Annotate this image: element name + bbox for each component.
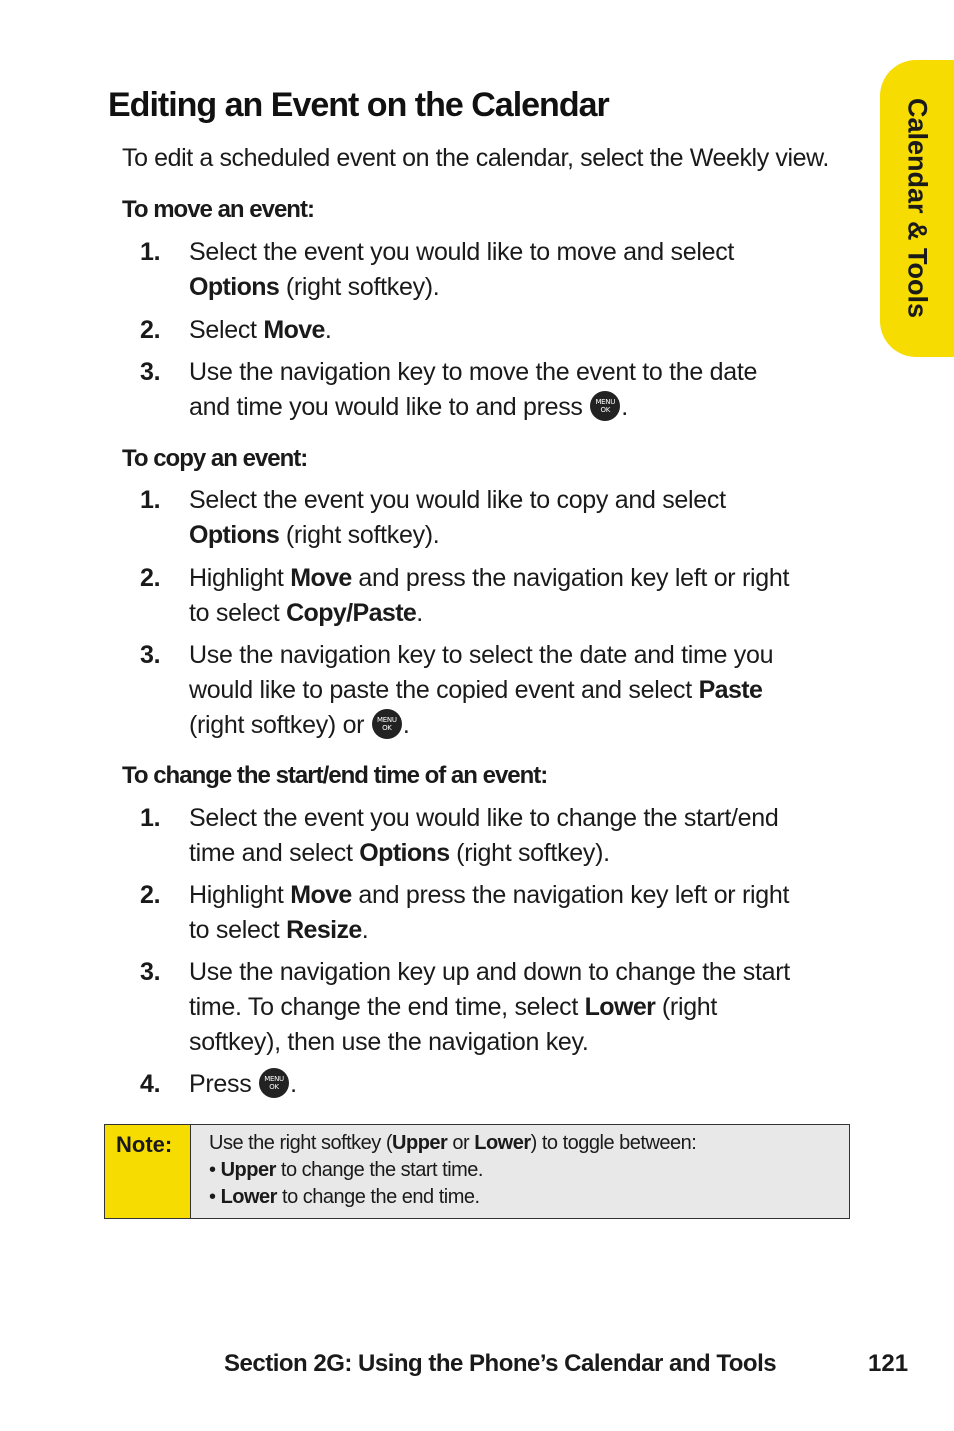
step-text: and press the navigation key left or right bbox=[351, 881, 790, 909]
step-text: Select bbox=[189, 316, 264, 344]
upper-term: Upper bbox=[392, 1132, 448, 1154]
step-text: Use the navigation key to move the event to the date bbox=[189, 358, 758, 386]
step-text: time and select bbox=[189, 839, 360, 867]
step-number: 2. bbox=[140, 881, 161, 909]
note-label: Note: bbox=[105, 1125, 191, 1218]
step-number: 1. bbox=[140, 804, 161, 832]
lower-term: Lower bbox=[584, 993, 656, 1021]
step-text: to select bbox=[189, 599, 287, 627]
step-number: 3. bbox=[140, 641, 161, 669]
step-text: and time you would like to and press bbox=[189, 393, 590, 421]
note-bullet-upper: • Upper to change the start time. bbox=[209, 1159, 483, 1181]
note-box bbox=[104, 1124, 850, 1219]
change-step-1 bbox=[140, 801, 860, 871]
copy-paste-term: Copy/Paste bbox=[286, 599, 417, 627]
step-number: 1. bbox=[140, 486, 161, 514]
step-text: (right softkey). bbox=[279, 273, 440, 301]
step-text: Highlight bbox=[189, 881, 291, 909]
step-text: . bbox=[290, 1070, 297, 1098]
step-text: . bbox=[324, 316, 332, 344]
step-text: Press bbox=[189, 1070, 259, 1098]
step-text: softkey), then use the navigation key. bbox=[189, 1028, 589, 1056]
step-text: . bbox=[361, 916, 369, 944]
paste-term: Paste bbox=[698, 676, 763, 704]
step-text: would like to paste the copied event and select bbox=[189, 676, 699, 704]
move-term: Move bbox=[290, 881, 352, 909]
copy-step-1 bbox=[140, 483, 860, 553]
footer-section-title: Section 2G: Using the Phone’s Calendar and Tools bbox=[224, 1350, 777, 1377]
page-number: 121 bbox=[868, 1350, 909, 1377]
step-number: 3. bbox=[140, 958, 161, 986]
resize-term: Resize bbox=[286, 916, 362, 944]
copy-step-3 bbox=[140, 638, 860, 743]
move-step-3 bbox=[140, 355, 860, 425]
change-step-4 bbox=[140, 1067, 860, 1102]
note-bullet-lower: • Lower to change the end time. bbox=[209, 1186, 480, 1208]
note-text: Use the right softkey (Upper or Lower) to toggle between: • Upper to change the start time. • Lower to change the end time. bbox=[209, 1130, 696, 1211]
step-text: . bbox=[416, 599, 423, 627]
change-step-3 bbox=[140, 955, 860, 1060]
lower-term: Lower bbox=[474, 1132, 531, 1154]
step-number: 2. bbox=[140, 316, 161, 344]
move-step-1 bbox=[140, 235, 860, 305]
step-number: 1. bbox=[140, 238, 161, 266]
options-term: Options bbox=[359, 839, 450, 867]
copy-step-2 bbox=[140, 561, 860, 631]
step-text: . bbox=[621, 393, 628, 421]
menu-ok-key-icon: MENU OK bbox=[372, 709, 402, 739]
step-text: Select the event you would like to copy and select bbox=[189, 486, 726, 514]
change-step-2 bbox=[140, 878, 860, 948]
step-text: and press the navigation key left or right bbox=[351, 564, 790, 592]
page-title: Editing an Event on the Calendar bbox=[108, 86, 609, 124]
step-text: Use the navigation key up and down to change the start bbox=[189, 958, 790, 986]
move-term: Move bbox=[290, 564, 352, 592]
step-number: 4. bbox=[140, 1070, 161, 1098]
step-text: (right bbox=[655, 993, 718, 1021]
step-text: to select bbox=[189, 916, 287, 944]
move-heading: To move an event: bbox=[122, 196, 314, 223]
move-term: Move bbox=[263, 316, 325, 344]
step-text: (right softkey) or bbox=[189, 711, 371, 739]
options-term: Options bbox=[189, 273, 280, 301]
side-tab-label: Calendar & Tools bbox=[902, 97, 933, 319]
step-text: time. To change the end time, select bbox=[189, 993, 585, 1021]
move-step-2 bbox=[140, 313, 860, 348]
step-text: (right softkey). bbox=[279, 521, 440, 549]
section-side-tab bbox=[880, 60, 954, 357]
step-text: Select the event you would like to move and select bbox=[189, 238, 735, 266]
change-heading: To change the start/end time of an event: bbox=[122, 762, 548, 789]
step-text: . bbox=[402, 711, 410, 739]
step-number: 2. bbox=[140, 564, 161, 592]
options-term: Options bbox=[189, 521, 280, 549]
step-number: 3. bbox=[140, 358, 161, 386]
step-text: (right softkey). bbox=[449, 839, 610, 867]
menu-ok-key-icon: MENU OK bbox=[259, 1068, 289, 1098]
step-text: Use the navigation key to select the date and time you bbox=[189, 641, 774, 669]
menu-ok-key-icon: MENU OK bbox=[590, 391, 620, 421]
intro-text: To edit a scheduled event on the calendar, select the Weekly view. bbox=[122, 144, 829, 172]
step-text: Select the event you would like to change the start/end bbox=[189, 804, 779, 832]
copy-heading: To copy an event: bbox=[122, 445, 308, 472]
step-text: Highlight bbox=[189, 564, 291, 592]
